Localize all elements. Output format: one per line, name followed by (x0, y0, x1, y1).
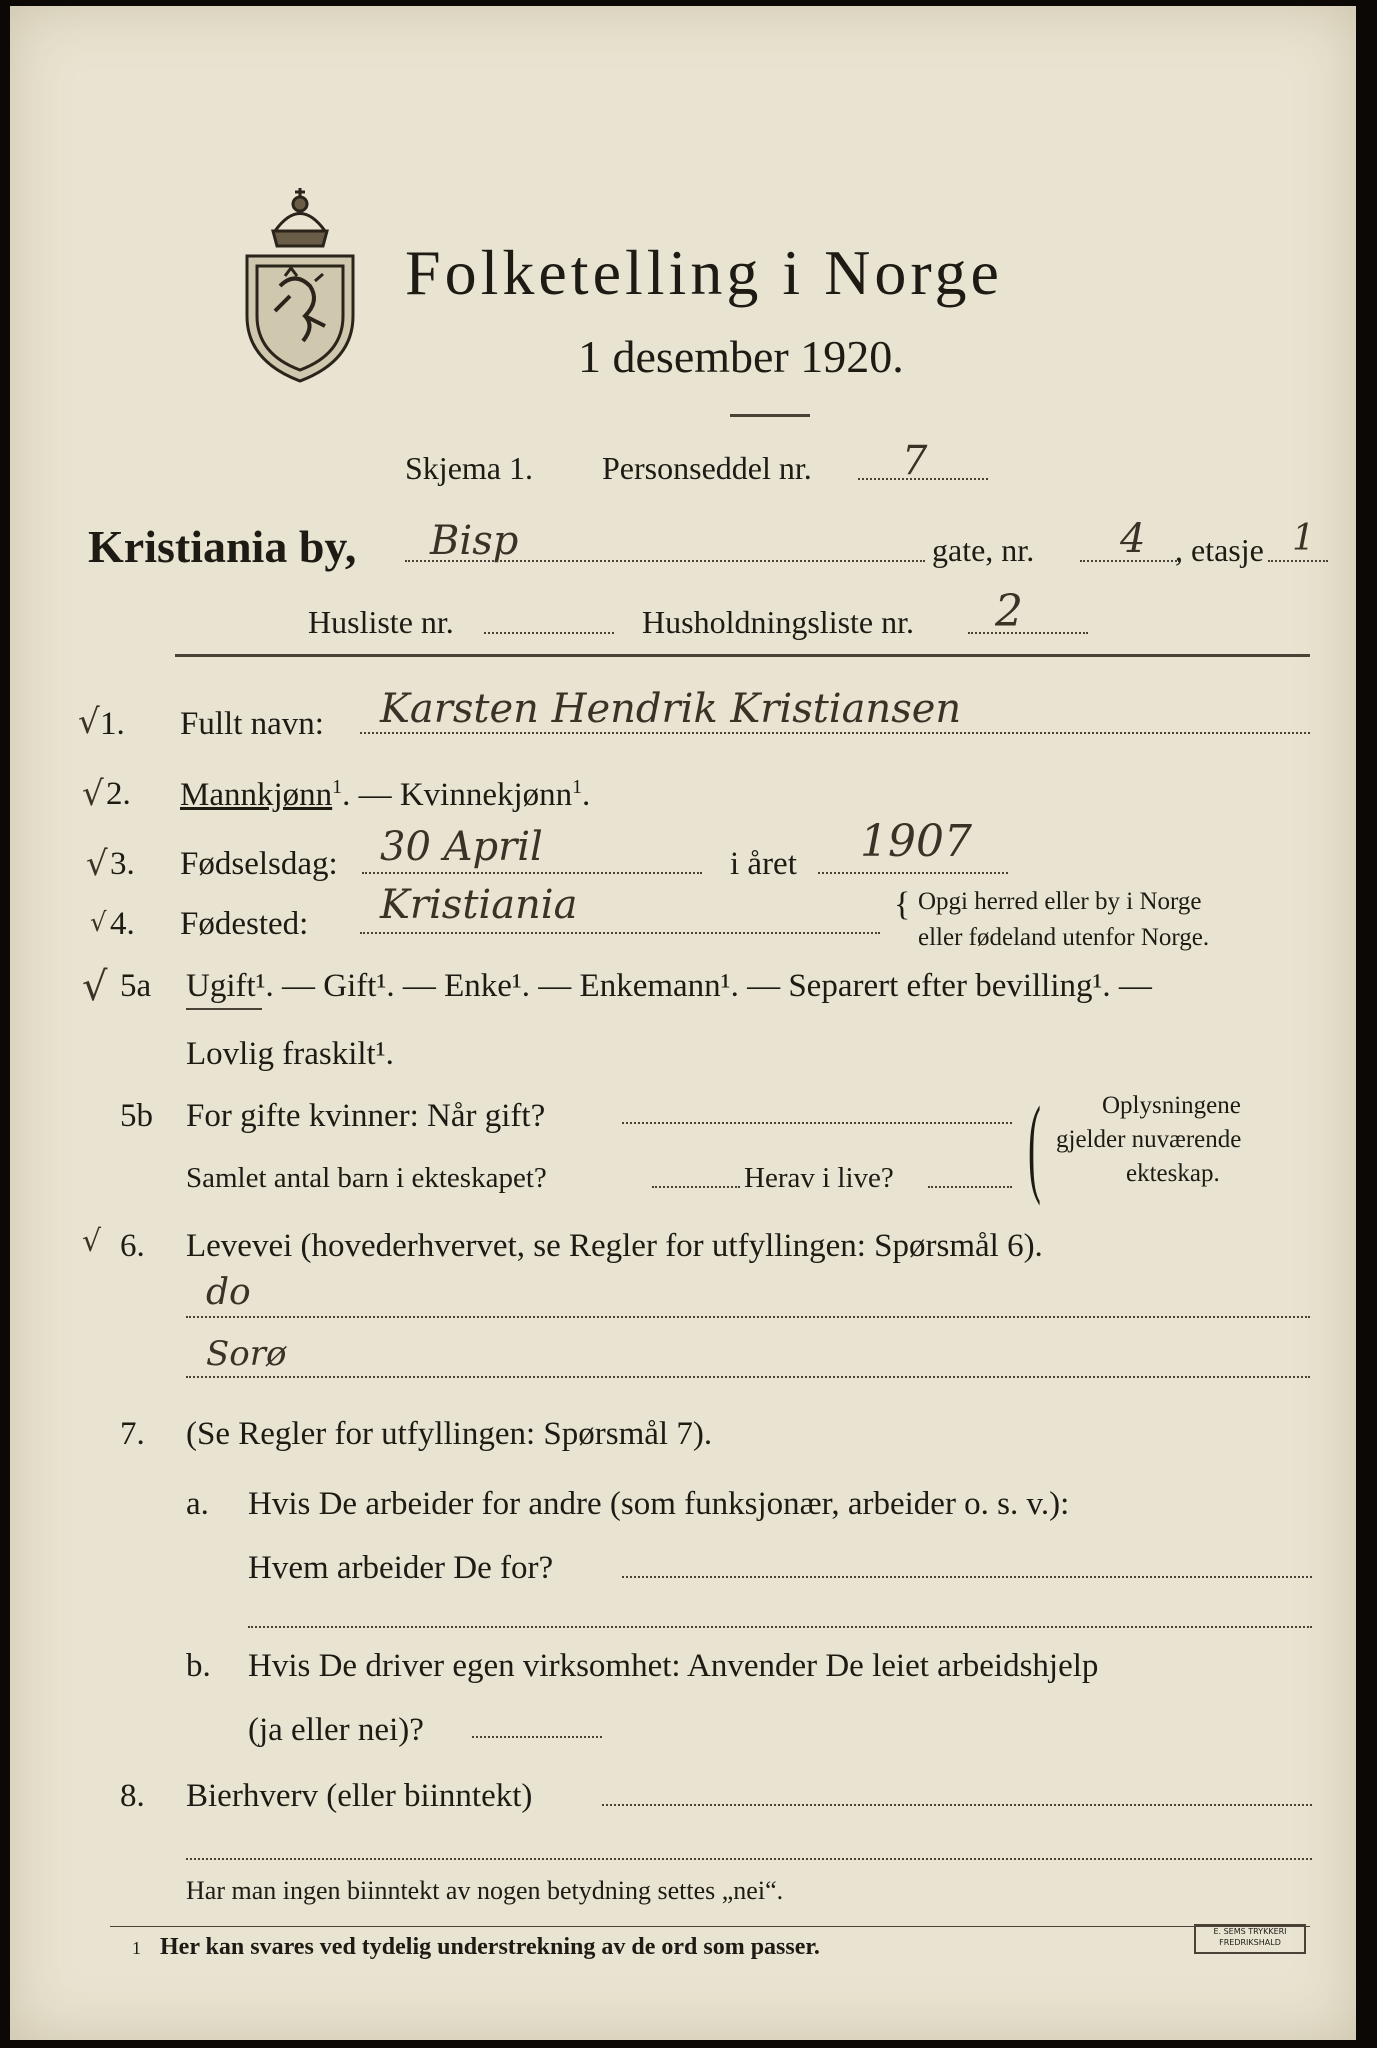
q2-check-mark: √ (82, 774, 104, 814)
employer-field-1[interactable] (622, 1576, 1312, 1578)
q4-note-2: eller fødeland utenfor Norge. (918, 924, 1210, 951)
gender-option-female[interactable]: . — Kvinnekjønn (342, 777, 573, 813)
occupation-value-1: do (206, 1272, 251, 1313)
q5b-brace: ( (1028, 1084, 1041, 1206)
husliste-label: Husliste nr. (308, 604, 454, 640)
q5b-note-1: Oplysningene (1102, 1092, 1241, 1119)
employer-field-2[interactable] (248, 1626, 1312, 1628)
side-income-note: Har man ingen biinntekt av nogen betydning settes „nei“. (186, 1876, 784, 1905)
gate-nr-value: 4 (1120, 516, 1146, 562)
q6-label: Levevei (hovederhvervet, se Regler for utfyllingen: Spørsmål 6). (186, 1228, 1043, 1264)
footnote-number: 1 (132, 1938, 141, 1958)
q5b-note-2: gjelder nuværende (1056, 1126, 1242, 1153)
q3-check-mark: √ (86, 844, 108, 884)
q7b-letter: b. (186, 1648, 211, 1684)
children-alive-field[interactable] (928, 1186, 1012, 1188)
husholdning-value: 2 (995, 586, 1023, 637)
q3-label: Fødselsdag: (180, 846, 338, 882)
etasje-label: , etasje (1175, 532, 1264, 568)
street-value: Bisp (430, 518, 519, 564)
children-count-label: Samlet antal barn i ekteskapet? (186, 1162, 547, 1194)
hired-help-field[interactable] (472, 1736, 602, 1738)
marital-status-divorced[interactable]: Lovlig fraskilt¹. (186, 1036, 394, 1072)
husholdning-label: Husholdningsliste nr. (642, 604, 915, 640)
full-name-field[interactable] (360, 732, 1310, 734)
q7b-hired-help-label: (ja eller nei)? (248, 1712, 424, 1748)
q3-year-label: i året (730, 846, 797, 882)
occupation-value-2: Sorø (206, 1334, 287, 1374)
printer-stamp-line-2: FREDRIKSHALD (1219, 1938, 1281, 1947)
q2-options: Mannkjønn$^1$. — Kvinnekjønn$^1$. (180, 776, 591, 813)
full-name-value: Karsten Hendrik Kristiansen (380, 686, 962, 732)
birthplace-field[interactable] (360, 932, 880, 934)
q4-check-mark: √ (90, 908, 107, 938)
etasje-value: 1 (1292, 518, 1315, 559)
q5b-number: 5b (120, 1098, 153, 1134)
q5a-check-mark: √ (82, 964, 108, 1010)
q2-end: . (582, 777, 591, 813)
birth-year-field[interactable] (818, 872, 1008, 874)
q6-number: 6. (120, 1228, 145, 1264)
personseddel-value: 7 (902, 438, 928, 484)
q6-check-mark: √ (82, 1224, 102, 1259)
q7-label: (Se Regler for utfyllingen: Spørsmål 7). (186, 1416, 713, 1452)
q7b-line-1: Hvis De driver egen virksomhet: Anvender De leiet arbeidshjelp (248, 1648, 1099, 1684)
census-date: 1 desember 1920. (578, 331, 904, 382)
side-income-field-1[interactable] (602, 1804, 1312, 1806)
husliste-field[interactable] (484, 632, 614, 634)
birthday-value: 30 April (380, 824, 543, 870)
q1-check-mark: √ (78, 702, 100, 742)
ugift-underline (186, 1008, 262, 1010)
q4-number: 4. (110, 906, 135, 942)
q1-number: 1. (100, 706, 125, 742)
when-married-field[interactable] (622, 1122, 1012, 1124)
etasje-field[interactable] (1268, 560, 1328, 562)
footnote-text: Her kan svares ved tydelig understrekning av de ord som passer. (160, 1934, 820, 1960)
side-income-field-2[interactable] (186, 1858, 1312, 1860)
q7a-letter: a. (186, 1486, 209, 1522)
title-divider (730, 414, 810, 417)
gate-label: gate, nr. (932, 532, 1035, 568)
q8-label: Bierhverv (eller biinntekt) (186, 1778, 533, 1814)
personseddel-label: Personseddel nr. (602, 450, 812, 486)
husholdning-field[interactable] (968, 632, 1088, 634)
q5b-note-3: ekteskap. (1126, 1160, 1220, 1187)
coat-of-arms-icon (235, 176, 365, 386)
q4-note-1: Opgi herred eller by i Norge (918, 888, 1202, 915)
q4-label: Fødested: (180, 906, 309, 942)
footnote-divider (110, 1926, 1310, 1927)
occupation-field-1[interactable] (186, 1316, 1310, 1318)
q5a-number: 5a (120, 968, 152, 1004)
city-label: Kristiania by, (88, 521, 357, 572)
q7a-employer-label: Hvem arbeider De for? (248, 1550, 554, 1586)
q7-number: 7. (120, 1416, 145, 1452)
birth-year-value: 1907 (860, 816, 972, 867)
birthplace-value: Kristiania (380, 882, 578, 928)
printer-stamp-line-1: E. SEMS TRYKKERI (1213, 1927, 1287, 1936)
gender-option-male[interactable]: Mannkjønn (180, 777, 333, 813)
q3-number: 3. (110, 846, 135, 882)
marital-status-options[interactable]: Ugift¹. — Gift¹. — Enke¹. — Enkemann¹. — Separert efter bevilling¹. — (186, 968, 1152, 1004)
occupation-field-2[interactable] (186, 1376, 1310, 1378)
children-count-field[interactable] (652, 1186, 740, 1188)
q2-number: 2. (106, 776, 131, 812)
q1-label: Fullt navn: (180, 706, 324, 742)
q7a-line-1: Hvis De arbeider for andre (som funksjonær, arbeider o. s. v.): (248, 1486, 1070, 1522)
children-alive-label: Herav i live? (744, 1162, 894, 1194)
printer-stamp (1194, 1924, 1306, 1954)
census-form-paper (10, 6, 1356, 2040)
q8-number: 8. (120, 1778, 145, 1814)
q4-brace: { (894, 886, 911, 923)
birthday-field[interactable] (362, 872, 702, 874)
q5b-when-married-label: For gifte kvinner: Når gift? (186, 1098, 546, 1134)
skjema-label: Skjema 1. (405, 450, 533, 486)
header-divider (175, 654, 1310, 657)
form-title: Folketelling i Norge (405, 237, 1003, 308)
